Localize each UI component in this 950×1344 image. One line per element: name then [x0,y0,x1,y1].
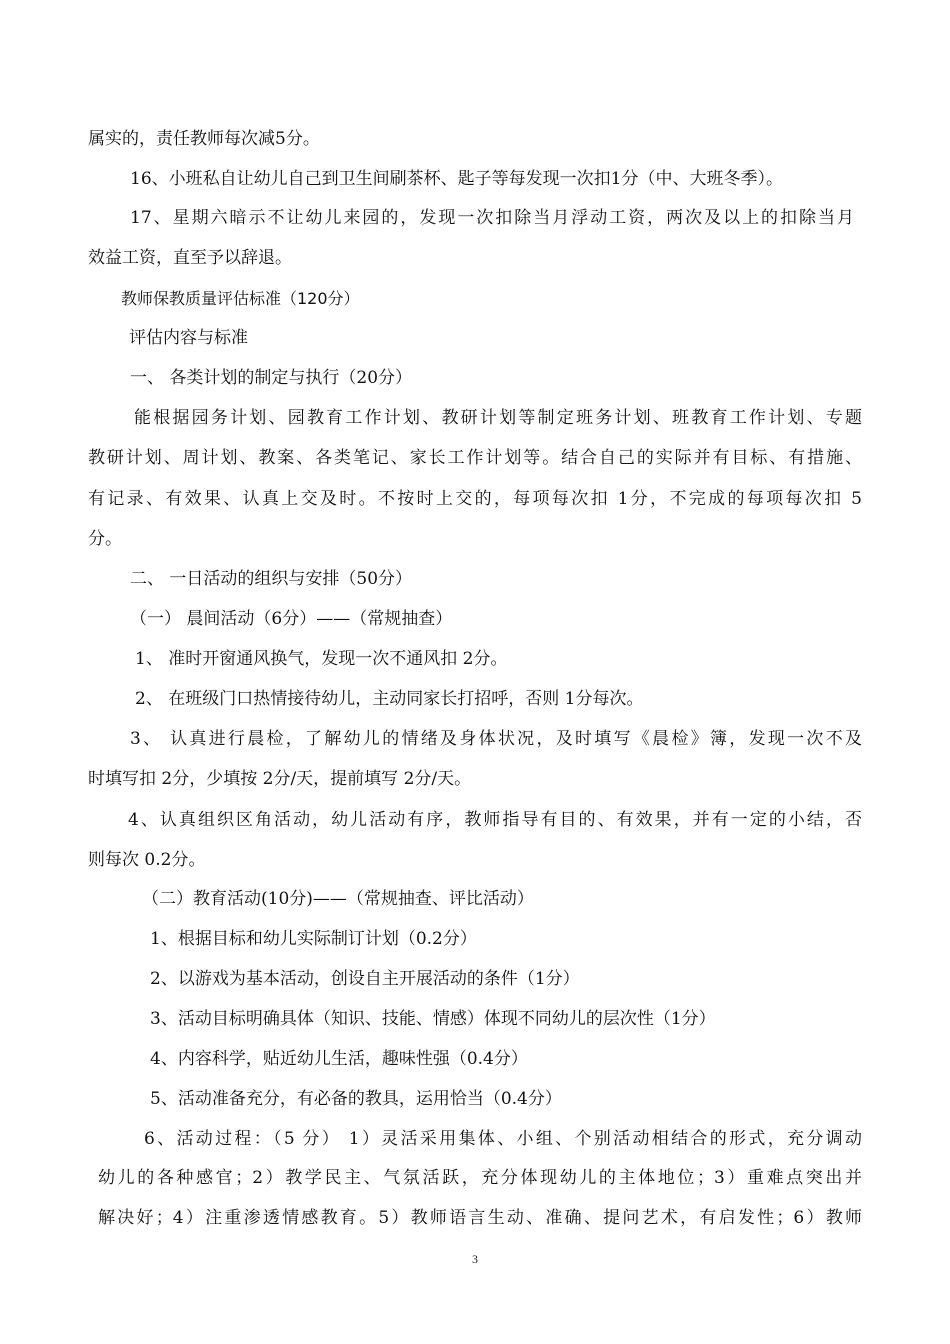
list-item: 3、 认真进行晨检，了解幼儿的情绪及身体状况，及时填写《晨检》簿，发现一次不及 [130,729,862,749]
text-line: 解决好；4）注重渗透情感教育。5）教师语言生动、准确、提问艺术，有启发性；6）教师 [98,1208,862,1228]
list-item: 2、以游戏为基本活动，创设自主开展活动的条件（1分） [150,969,580,989]
text-line: 属实的，责任教师每次减5分。 [88,129,320,149]
list-item: 4、认真组织区角活动，幼儿活动有序，教师指导有目的、有效果，并有一定的小结，否 [128,810,862,830]
list-item: 6、活动过程：（5 分） 1）灵活采用集体、小组、个别活动相结合的形式，充分调动 [144,1129,862,1149]
list-item: 5、活动准备充分，有必备的教具，运用恰当（0.4分） [150,1089,562,1109]
text-line: 17、星期六暗示不让幼儿来园的，发现一次扣除当月浮动工资，两次及以上的扣除当月 [130,208,854,228]
text-line: 效益工资，直至予以辞退。 [88,248,292,268]
text-line: 幼儿的各种感官；2）教学民主、气氛活跃，充分体现幼儿的主体地位；3）重难点突出并 [98,1168,862,1188]
text-line: 则每次 0.2分。 [88,850,206,870]
subsection-heading: （二）教育活动(10分)——（常规抽查、评比活动） [142,889,534,909]
page-number: 3 [472,1252,478,1266]
text-line: 时填写扣 2分，少填按 2分/天，提前填写 2分/天。 [88,769,472,789]
text-line: 教研计划、周计划、教案、各类笔记、家长工作计划等。结合自己的实际并有目标、有措施、 [88,448,862,468]
section-heading: 二、 一日活动的组织与安排（50分） [130,569,413,589]
list-item: 4、内容科学，贴近幼儿生活，趣味性强（0.4分） [150,1049,528,1069]
subsection-heading: （一） 晨间活动（6分）——（常规抽查） [130,609,453,629]
text-line: 有记录、有效果、认真上交及时。不按时上交的，每项每次扣 1分，不完成的每项每次扣 5 [88,489,862,509]
text-line: 16、小班私自让幼儿自己到卫生间刷茶杯、匙子等每发现一次扣1分（中、大班冬季）。 [130,169,783,189]
list-item: 1、 准时开窗通风换气，发现一次不通风扣 2分。 [135,649,508,669]
list-item: 3、活动目标明确具体（知识、技能、情感）体现不同幼儿的层次性（1分） [150,1009,716,1029]
list-item: 2、 在班级门口热情接待幼儿，主动同家长打招呼，否则 1分每次。 [135,689,644,709]
section-heading: 教师保教质量评估标准（120分） [121,289,360,308]
list-item: 1、根据目标和幼儿实际制订计划（0.2分） [150,929,477,949]
subheading: 评估内容与标准 [129,328,248,348]
text-line: 能根据园务计划、园教育工作计划、教研计划等制定班务计划、班教育工作计划、专题 [134,408,862,428]
section-heading: 一、 各类计划的制定与执行（20分） [130,368,413,388]
text-line: 分。 [88,529,122,549]
